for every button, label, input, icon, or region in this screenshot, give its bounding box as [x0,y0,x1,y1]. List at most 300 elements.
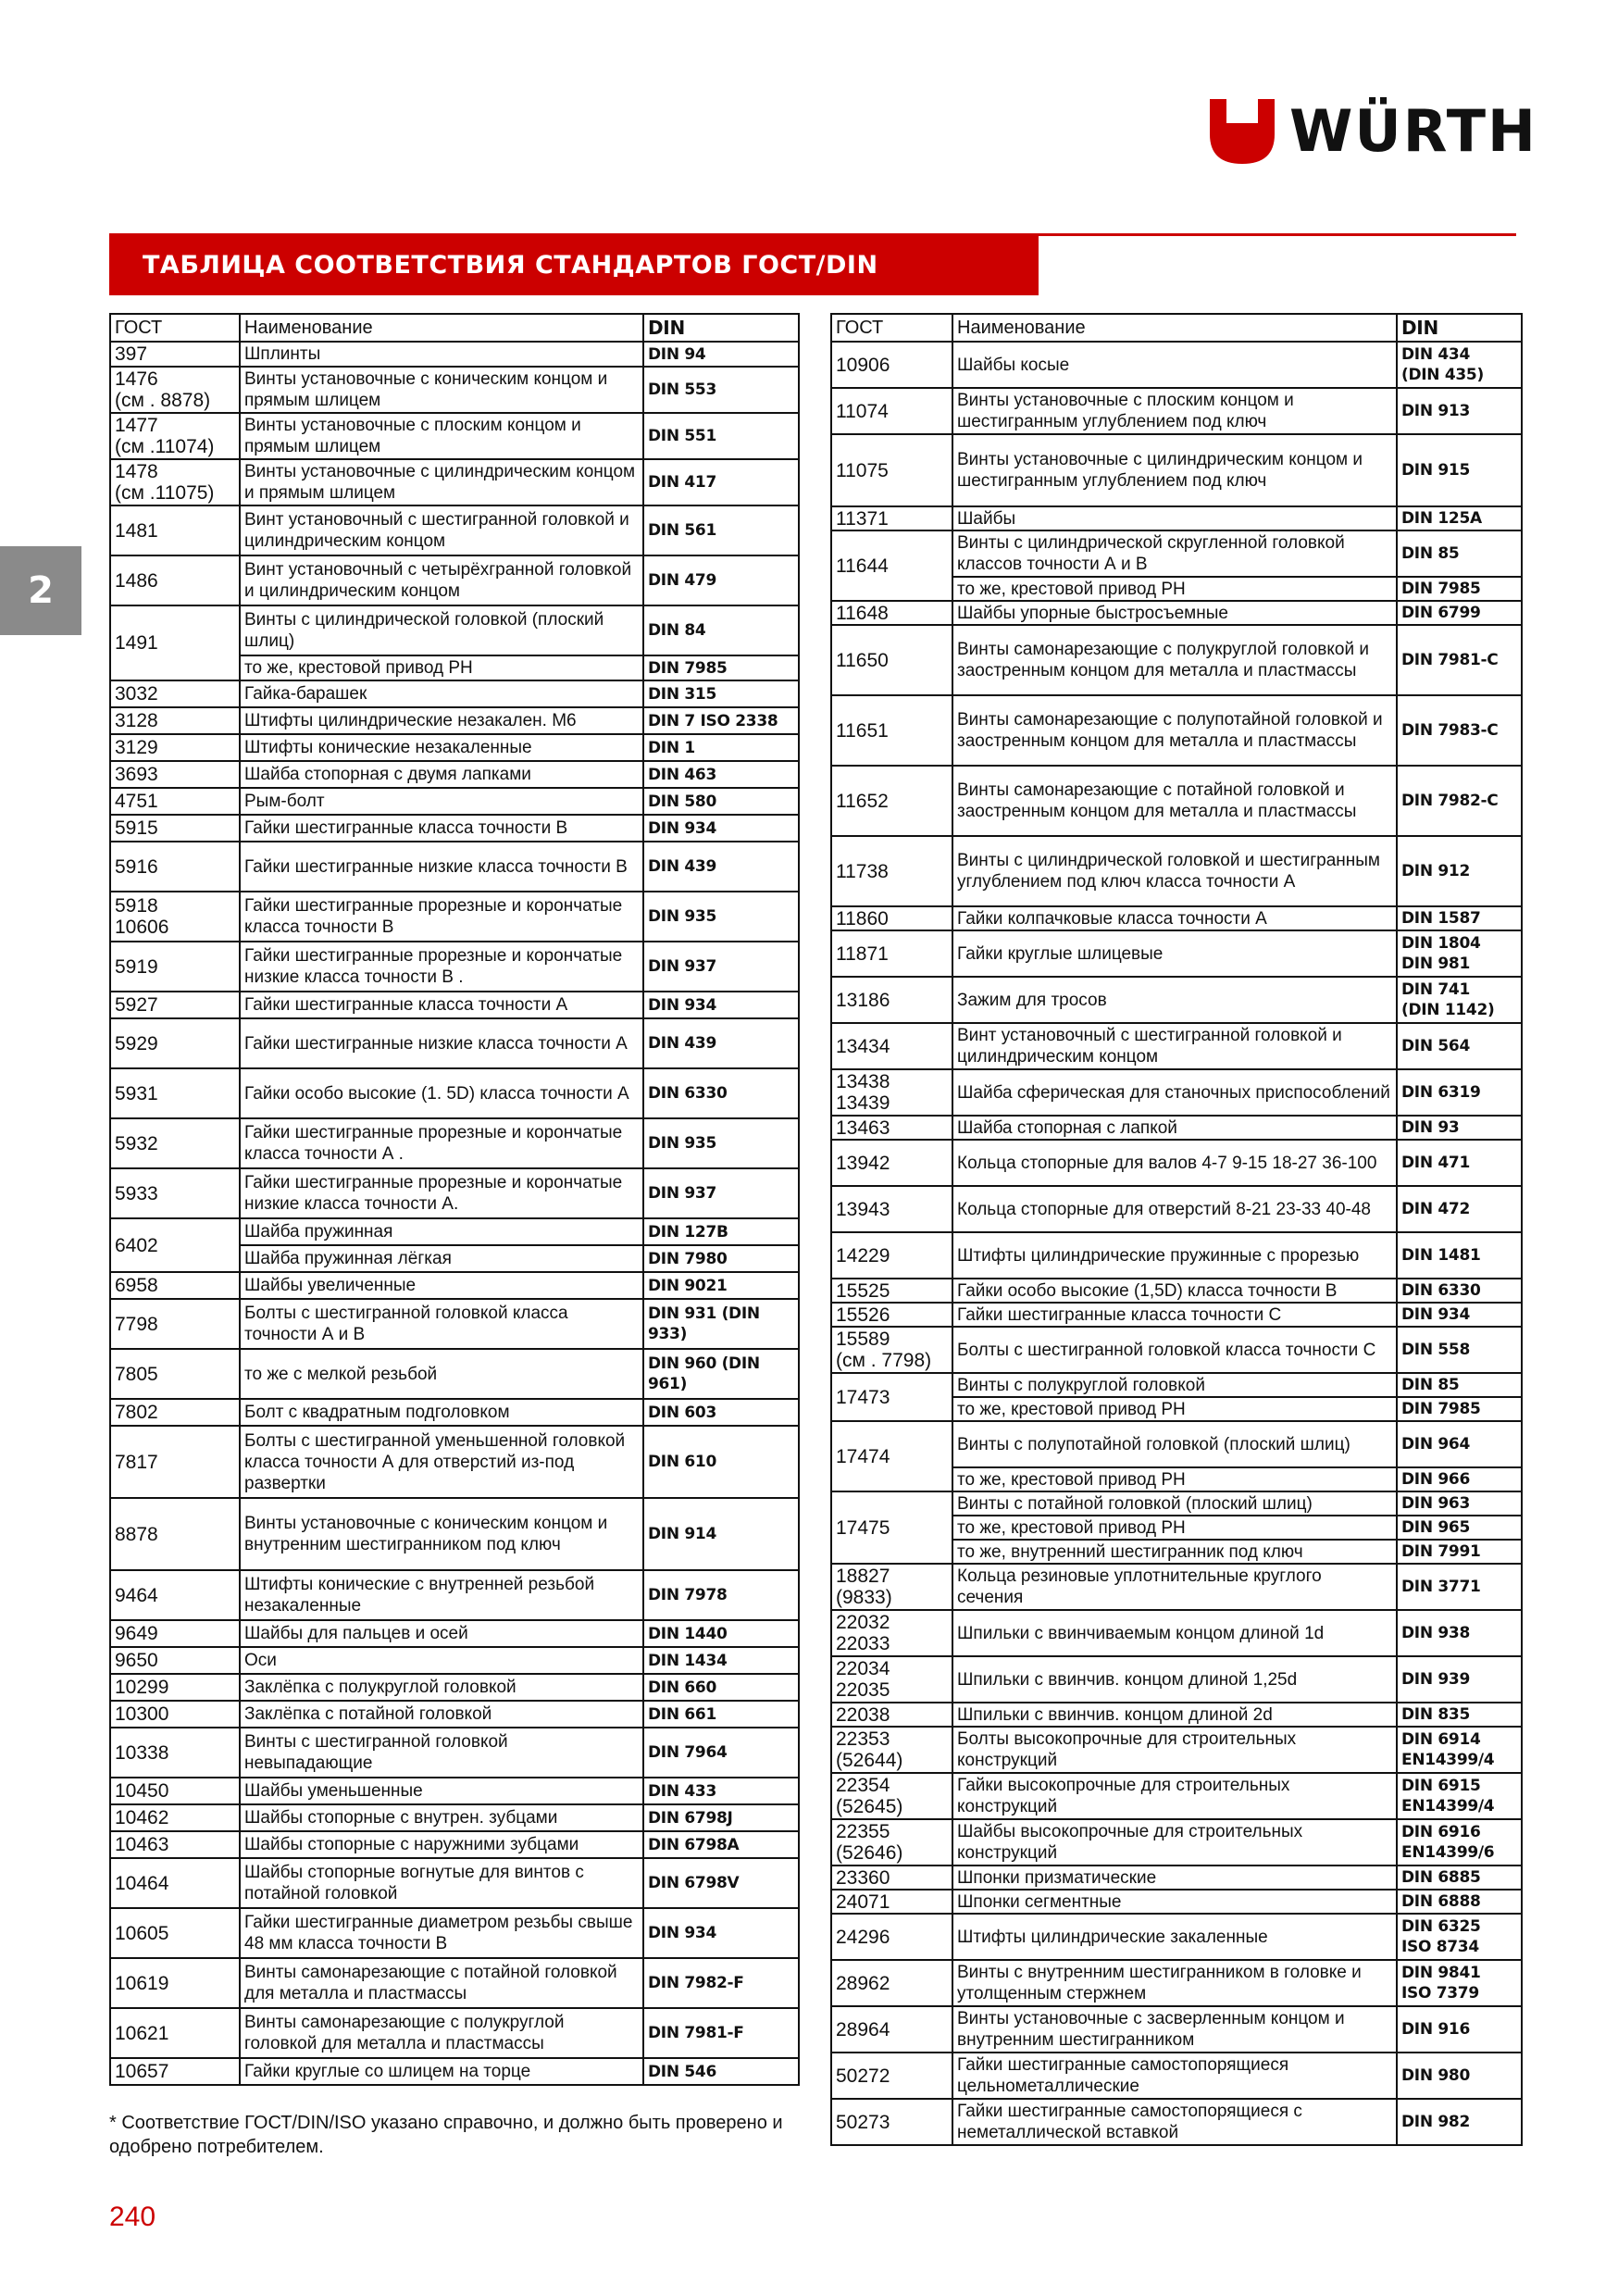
din-standard: DIN 6798J [643,1804,799,1831]
table-row [831,695,1522,766]
din-standard: DIN 931 (DIN 933) [643,1299,799,1349]
product-name: Заклёпка с потайной головкой [240,1701,643,1728]
product-name: Винты с внутренним шестигранником в головке и утолщенным стержнем [952,1960,1397,2006]
gost-number: 7805 [110,1349,240,1399]
din-standard: DIN 127B [643,1218,799,1245]
wurth-logo-icon [1208,97,1276,166]
product-name: Болты с шестигранной головкой класса точности А и В [240,1299,643,1349]
left-table-body [110,314,799,2085]
din-standard: DIN 934 [1397,1303,1522,1327]
table-row [110,1908,799,1958]
gost-number: 8878 [110,1498,240,1570]
table-row [110,2008,799,2058]
table-row [831,1491,1522,1516]
gost-number: 10464 [110,1858,240,1908]
product-name: Гайки колпачковые класса точности А [952,906,1397,930]
product-name: Шайба пружинная лёгкая [240,1245,643,1272]
gost-number: 1481 [110,505,240,555]
din-standard: DIN 564 [1397,1023,1522,1069]
product-name: Винты с шестигранной головкой невыпадающие [240,1728,643,1778]
product-name: Шпильки с ввинчив. концом длиной 1,25d [952,1656,1397,1703]
table-row [831,1819,1522,1866]
table-row [110,1620,799,1647]
gost-number: 10463 [110,1831,240,1858]
brand-name: WÜRTH [1289,97,1537,165]
gost-number: 6958 [110,1272,240,1299]
din-standard: DIN 1481 [1397,1232,1522,1279]
product-name: Шайбы высокопрочные для строительных конструкций [952,1819,1397,1866]
din-standard: DIN 9841 ISO 7379 [1397,1960,1522,2006]
gost-number: 14229 [831,1232,952,1279]
product-name: Винты самонарезающие с полукруглой головкой для металла и пластмассы [240,2008,643,2058]
din-standard: DIN 472 [1397,1186,1522,1232]
gost-number: 3032 [110,680,240,707]
table-row [110,1701,799,1728]
gost-number: 28964 [831,2006,952,2053]
din-standard: DIN 7 ISO 2338 [643,707,799,734]
din-standard: DIN 1434 [643,1647,799,1674]
gost-number: 22034 22035 [831,1656,952,1703]
din-standard: DIN 603 [643,1399,799,1426]
din-standard: DIN 913 [1397,388,1522,434]
din-standard: DIN 84 [643,605,799,655]
column-header-name: Наименование [240,314,643,342]
product-name: Гайки шестигранные класса точности В [240,815,643,842]
gost-number: 50273 [831,2099,952,2145]
gost-number: 11371 [831,506,952,530]
din-standard: DIN 6798A [643,1831,799,1858]
din-standard: DIN 1587 [1397,906,1522,930]
column-header-gost: ГОСТ [831,314,952,342]
table-row [110,342,799,367]
gost-number: 9650 [110,1647,240,1674]
gost-number: 9649 [110,1620,240,1647]
product-name: Гайки шестигранные прорезные и корончатые класса точности А . [240,1118,643,1168]
product-name: Винт установочный с шестигранной головкой и цилиндрическим концом [952,1023,1397,1069]
product-name: Винты самонарезающие с полупотайной головкой и заостренным концом для металла и пластмассы [952,695,1397,766]
gost-number: 5915 [110,815,240,842]
din-standard: DIN 7983-C [1397,695,1522,766]
din-standard: DIN 479 [643,555,799,605]
table-row [831,1610,1522,1656]
table-row [110,761,799,788]
gost-number: 5929 [110,1018,240,1068]
product-name: Гайки особо высокие (1. 5D) класса точности А [240,1068,643,1118]
product-name: Винты с потайной головкой (плоский шлиц) [952,1491,1397,1516]
gost-number: 5933 [110,1168,240,1218]
din-standard: DIN 7964 [643,1728,799,1778]
table-row [110,1858,799,1908]
table-row [110,1218,799,1245]
gost-number: 10450 [110,1778,240,1804]
gost-number: 17474 [831,1421,952,1491]
product-name: Винты установочные с коническим концом и прямым шлицем [240,367,643,413]
product-name: Штифты цилиндрические закаленные [952,1914,1397,1960]
table-row [831,1279,1522,1303]
product-name: Винты установочные с цилиндрическим концом и прямым шлицем [240,459,643,505]
din-standard: DIN 7985 [1397,577,1522,601]
product-name: Болты с шестигранной головкой класса точности С [952,1327,1397,1373]
table-row [831,2053,1522,2099]
din-standard: DIN 6915 EN14399/4 [1397,1773,1522,1819]
gost-number: 10657 [110,2058,240,2085]
gost-number: 10605 [110,1908,240,1958]
din-standard: DIN 433 [643,1778,799,1804]
din-standard: DIN 7981-F [643,2008,799,2058]
product-name: Гайки шестигранные прорезные и корончатые класса точности В [240,892,643,942]
table-row [110,505,799,555]
gost-number: 3693 [110,761,240,788]
gost-number: 5918 10606 [110,892,240,942]
table-row [831,388,1522,434]
table-row [110,1168,799,1218]
product-name: Штифты цилиндрические пружинные с прорезью [952,1232,1397,1279]
product-name: Гайки шестигранные самостопорящиеся цельнометаллические [952,2053,1397,2099]
table-row [110,942,799,992]
table-row [831,2099,1522,2145]
gost-number: 1476 (см . 8878) [110,367,240,413]
gost-number: 17473 [831,1373,952,1421]
table-row [110,2058,799,2085]
table-row [831,1656,1522,1703]
table-row [831,1890,1522,1914]
table-row [831,1116,1522,1140]
din-standard: DIN 963 [1397,1491,1522,1516]
product-name: Винты установочные с коническим концом и внутренним шестигранником под ключ [240,1498,643,1570]
right-table-body [831,314,1522,2145]
gost-number: 17475 [831,1491,952,1564]
din-standard: DIN 966 [1397,1467,1522,1491]
table-header-row [831,314,1522,342]
gost-number: 397 [110,342,240,367]
table-row [110,1647,799,1674]
din-standard: DIN 85 [1397,530,1522,577]
din-standard: DIN 660 [643,1674,799,1701]
product-name: Шплинты [240,342,643,367]
product-name: Болты с шестигранной уменьшенной головкой класса точности А для отверстий из-под развертки [240,1426,643,1498]
table-row [831,1023,1522,1069]
product-name: то же, крестовой привод PH [952,577,1397,601]
table-row [110,1018,799,1068]
product-name: Винты с цилиндрической головкой (плоский шлиц) [240,605,643,655]
table-row [831,766,1522,836]
gost-number: 50272 [831,2053,952,2099]
din-standard: DIN 6330 [643,1068,799,1118]
table-row [831,1140,1522,1186]
gost-number: 10299 [110,1674,240,1701]
table-row [110,1778,799,1804]
table-row [110,1831,799,1858]
din-standard: DIN 939 [1397,1656,1522,1703]
din-standard: DIN 1 [643,734,799,761]
product-name: Кольца резиновые уплотнительные круглого сечения [952,1564,1397,1610]
gost-number: 1477 (см .11074) [110,413,240,459]
din-standard: DIN 980 [1397,2053,1522,2099]
din-standard: DIN 125A [1397,506,1522,530]
table-row [110,992,799,1018]
product-name: Кольца стопорные для отверстий 8-21 23-33 40-48 [952,1186,1397,1232]
product-name: Шайбы увеличенные [240,1272,643,1299]
table-row [831,1069,1522,1116]
table-row [831,836,1522,906]
din-standard: DIN 417 [643,459,799,505]
product-name: Шайба пружинная [240,1218,643,1245]
din-standard: DIN 6914 EN14399/4 [1397,1727,1522,1773]
product-name: Гайки шестигранные класса точности А [240,992,643,1018]
column-header-name: Наименование [952,314,1397,342]
gost-number: 13463 [831,1116,952,1140]
din-standard: DIN 6325 ISO 8734 [1397,1914,1522,1960]
table-row [110,1399,799,1426]
product-name: Оси [240,1647,643,1674]
din-standard: DIN 982 [1397,2099,1522,2145]
wurth-logo [1208,97,1537,166]
table-row [831,977,1522,1023]
table-row [110,1804,799,1831]
product-name: Гайки круглые шлицевые [952,930,1397,977]
product-name: Винты с цилиндрической скругленной головкой классов точности А и В [952,530,1397,577]
left-standards-table [109,313,800,2086]
product-name: то же, крестовой привод PH [952,1516,1397,1540]
table-row [110,892,799,942]
table-row [831,1773,1522,1819]
gost-number: 13942 [831,1140,952,1186]
din-standard: DIN 6319 [1397,1069,1522,1116]
gost-number: 13943 [831,1186,952,1232]
product-name: Рым-болт [240,788,643,815]
table-row [831,1960,1522,2006]
table-row [110,1299,799,1349]
din-standard: DIN 6916 EN14399/6 [1397,1819,1522,1866]
gost-number: 22038 [831,1703,952,1727]
gost-number: 11648 [831,601,952,625]
table-row [110,605,799,655]
product-name: Винты установочные с плоским концом и прямым шлицем [240,413,643,459]
product-name: Шайбы стопорные с внутрен. зубцами [240,1804,643,1831]
product-name: Шпильки с ввинчив. концом длиной 2d [952,1703,1397,1727]
gost-number: 11871 [831,930,952,977]
product-name: Винты самонарезающие с потайной головкой и заостренным концом для металла и пластмассы [952,766,1397,836]
table-header-row [110,314,799,342]
gost-number: 5916 [110,842,240,892]
gost-number: 15525 [831,1279,952,1303]
product-name: Винты самонарезающие с потайной головкой для металла и пластмассы [240,1958,643,2008]
product-name: Шпонки призматические [952,1866,1397,1890]
table-row [110,1498,799,1570]
product-name: Гайки шестигранные самостопорящиеся с неметаллической вставкой [952,2099,1397,2145]
gost-number: 11074 [831,388,952,434]
table-row [831,1914,1522,1960]
gost-number: 1486 [110,555,240,605]
product-name: Шайбы уменьшенные [240,1778,643,1804]
din-standard: DIN 965 [1397,1516,1522,1540]
table-row [110,1068,799,1118]
din-standard: DIN 6888 [1397,1890,1522,1914]
din-standard: DIN 3771 [1397,1564,1522,1610]
product-name: Гайки особо высокие (1,5D) класса точности В [952,1279,1397,1303]
din-standard: DIN 7978 [643,1570,799,1620]
product-name: Гайки шестигранные низкие класса точности А [240,1018,643,1068]
table-row [831,1421,1522,1467]
table-row [831,1727,1522,1773]
gost-number: 13186 [831,977,952,1023]
gost-number: 9464 [110,1570,240,1620]
product-name: Шайбы стопорные с наружними зубцами [240,1831,643,1858]
din-standard: DIN 463 [643,761,799,788]
product-name: Гайки шестигранные низкие класса точности В [240,842,643,892]
table-row [110,555,799,605]
gost-number: 24071 [831,1890,952,1914]
table-row [110,459,799,505]
table-row [110,842,799,892]
din-standard: DIN 551 [643,413,799,459]
footnote: * Соответствие ГОСТ/DIN/ISO указано справочно, и должно быть проверено и одобрено потребителем. [109,2113,783,2157]
product-name: Болт с квадратным подголовком [240,1399,643,1426]
table-row [831,1303,1522,1327]
din-standard: DIN 6799 [1397,601,1522,625]
product-name: Винты с цилиндрической головкой и шестигранным углублением под ключ класса точности А [952,836,1397,906]
din-standard: DIN 835 [1397,1703,1522,1727]
product-name: Шайба стопорная с лапкой [952,1116,1397,1140]
gost-number: 22355 (52646) [831,1819,952,1866]
din-standard: DIN 94 [643,342,799,367]
din-standard: DIN 661 [643,1701,799,1728]
gost-number: 23360 [831,1866,952,1890]
table-row [831,1564,1522,1610]
din-standard: DIN 7982-F [643,1958,799,2008]
product-name: то же, крестовой привод PH [952,1397,1397,1421]
product-name: Винты установочные с цилиндрическим концом и шестигранным углублением под ключ [952,434,1397,506]
table-row [831,1327,1522,1373]
din-standard: DIN 741 (DIN 1142) [1397,977,1522,1023]
din-standard: DIN 85 [1397,1373,1522,1397]
table-row [831,2006,1522,2053]
table-row [110,788,799,815]
gost-number: 3129 [110,734,240,761]
column-header-din: DIN [643,314,799,342]
product-name: Шайба стопорная с двумя лапками [240,761,643,788]
din-standard: DIN 937 [643,942,799,992]
table-row [110,1426,799,1498]
product-name: Винты самонарезающие с полукруглой головкой и заостренным концом для металла и пластмассы [952,625,1397,695]
din-standard: DIN 439 [643,1018,799,1068]
table-row [110,734,799,761]
column-header-din: DIN [1397,314,1522,342]
din-standard: DIN 580 [643,788,799,815]
product-name: Гайки шестигранные прорезные и корончатые низкие класса точности А. [240,1168,643,1218]
product-name: то же с мелкой резьбой [240,1349,643,1399]
table-row [831,625,1522,695]
gost-number: 7802 [110,1399,240,1426]
table-row [831,434,1522,506]
gost-number: 10619 [110,1958,240,2008]
product-name: Шайбы стопорные вогнутые для винтов с потайной головкой [240,1858,643,1908]
gost-number: 5931 [110,1068,240,1118]
product-name: Болты высокопрочные для строительных конструкций [952,1727,1397,1773]
din-standard: DIN 935 [643,1118,799,1168]
din-standard: DIN 7985 [1397,1397,1522,1421]
gost-number: 7817 [110,1426,240,1498]
gost-number: 10462 [110,1804,240,1831]
gost-number: 22354 (52645) [831,1773,952,1819]
din-standard: DIN 915 [1397,434,1522,506]
gost-number: 3128 [110,707,240,734]
din-standard: DIN 916 [1397,2006,1522,2053]
product-name: Гайки круглые со шлицем на торце [240,2058,643,2085]
table-row [110,1958,799,2008]
gost-number: 7798 [110,1299,240,1349]
product-name: то же, внутренний шестигранник под ключ [952,1540,1397,1564]
din-standard: DIN 934 [643,1908,799,1958]
gost-number: 1478 (см .11075) [110,459,240,505]
table-row [831,1232,1522,1279]
gost-number: 11860 [831,906,952,930]
din-standard: DIN 1804 DIN 981 [1397,930,1522,977]
table-row [831,1703,1522,1727]
product-name: то же, крестовой привод PH [952,1467,1397,1491]
product-name: Шайбы для пальцев и осей [240,1620,643,1647]
gost-number: 15526 [831,1303,952,1327]
table-row [110,1728,799,1778]
column-header-gost: ГОСТ [110,314,240,342]
product-name: Кольца стопорные для валов 4-7 9-15 18-27 36-100 [952,1140,1397,1186]
gost-number: 10338 [110,1728,240,1778]
gost-number: 11650 [831,625,952,695]
product-name: Шпонки сегментные [952,1890,1397,1914]
gost-number: 18827 (9833) [831,1564,952,1610]
din-standard: DIN 914 [643,1498,799,1570]
gost-number: 11075 [831,434,952,506]
table-row [831,1373,1522,1397]
gost-number: 10621 [110,2008,240,2058]
product-name: Гайки шестигранные прорезные и корончатые низкие класса точности В . [240,942,643,992]
table-row [110,815,799,842]
product-name: Гайка-барашек [240,680,643,707]
din-standard: DIN 610 [643,1426,799,1498]
table-row [110,367,799,413]
din-standard: DIN 434 (DIN 435) [1397,342,1522,388]
product-name: Винты с полупотайной головкой (плоский шлиц) [952,1421,1397,1467]
din-standard: DIN 7980 [643,1245,799,1272]
gost-number: 5927 [110,992,240,1018]
product-name: Шайбы упорные быстросъемные [952,601,1397,625]
product-name: Зажим для тросов [952,977,1397,1023]
din-standard: DIN 6885 [1397,1866,1522,1890]
table-row [831,906,1522,930]
table-row [831,1866,1522,1890]
din-standard: DIN 7982-C [1397,766,1522,836]
table-row [831,930,1522,977]
din-standard: DIN 938 [1397,1610,1522,1656]
din-standard: DIN 9021 [643,1272,799,1299]
table-row [110,1349,799,1399]
gost-number: 22032 22033 [831,1610,952,1656]
din-standard: DIN 439 [643,842,799,892]
product-name: Шайбы [952,506,1397,530]
din-standard: DIN 960 (DIN 961) [643,1349,799,1399]
table-row [110,1272,799,1299]
din-standard: DIN 7981-C [1397,625,1522,695]
chapter-tab: 2 [0,546,81,635]
table-row [831,530,1522,577]
gost-number: 6402 [110,1218,240,1272]
table-row [110,1674,799,1701]
product-name: Штифты конические с внутренней резьбой незакаленные [240,1570,643,1620]
din-standard: DIN 934 [643,992,799,1018]
din-standard: DIN 1440 [643,1620,799,1647]
product-name: Винт установочный с четырёхгранной головкой и цилиндрическим концом [240,555,643,605]
product-name: Шпильки с ввинчиваемым концом длиной 1d [952,1610,1397,1656]
